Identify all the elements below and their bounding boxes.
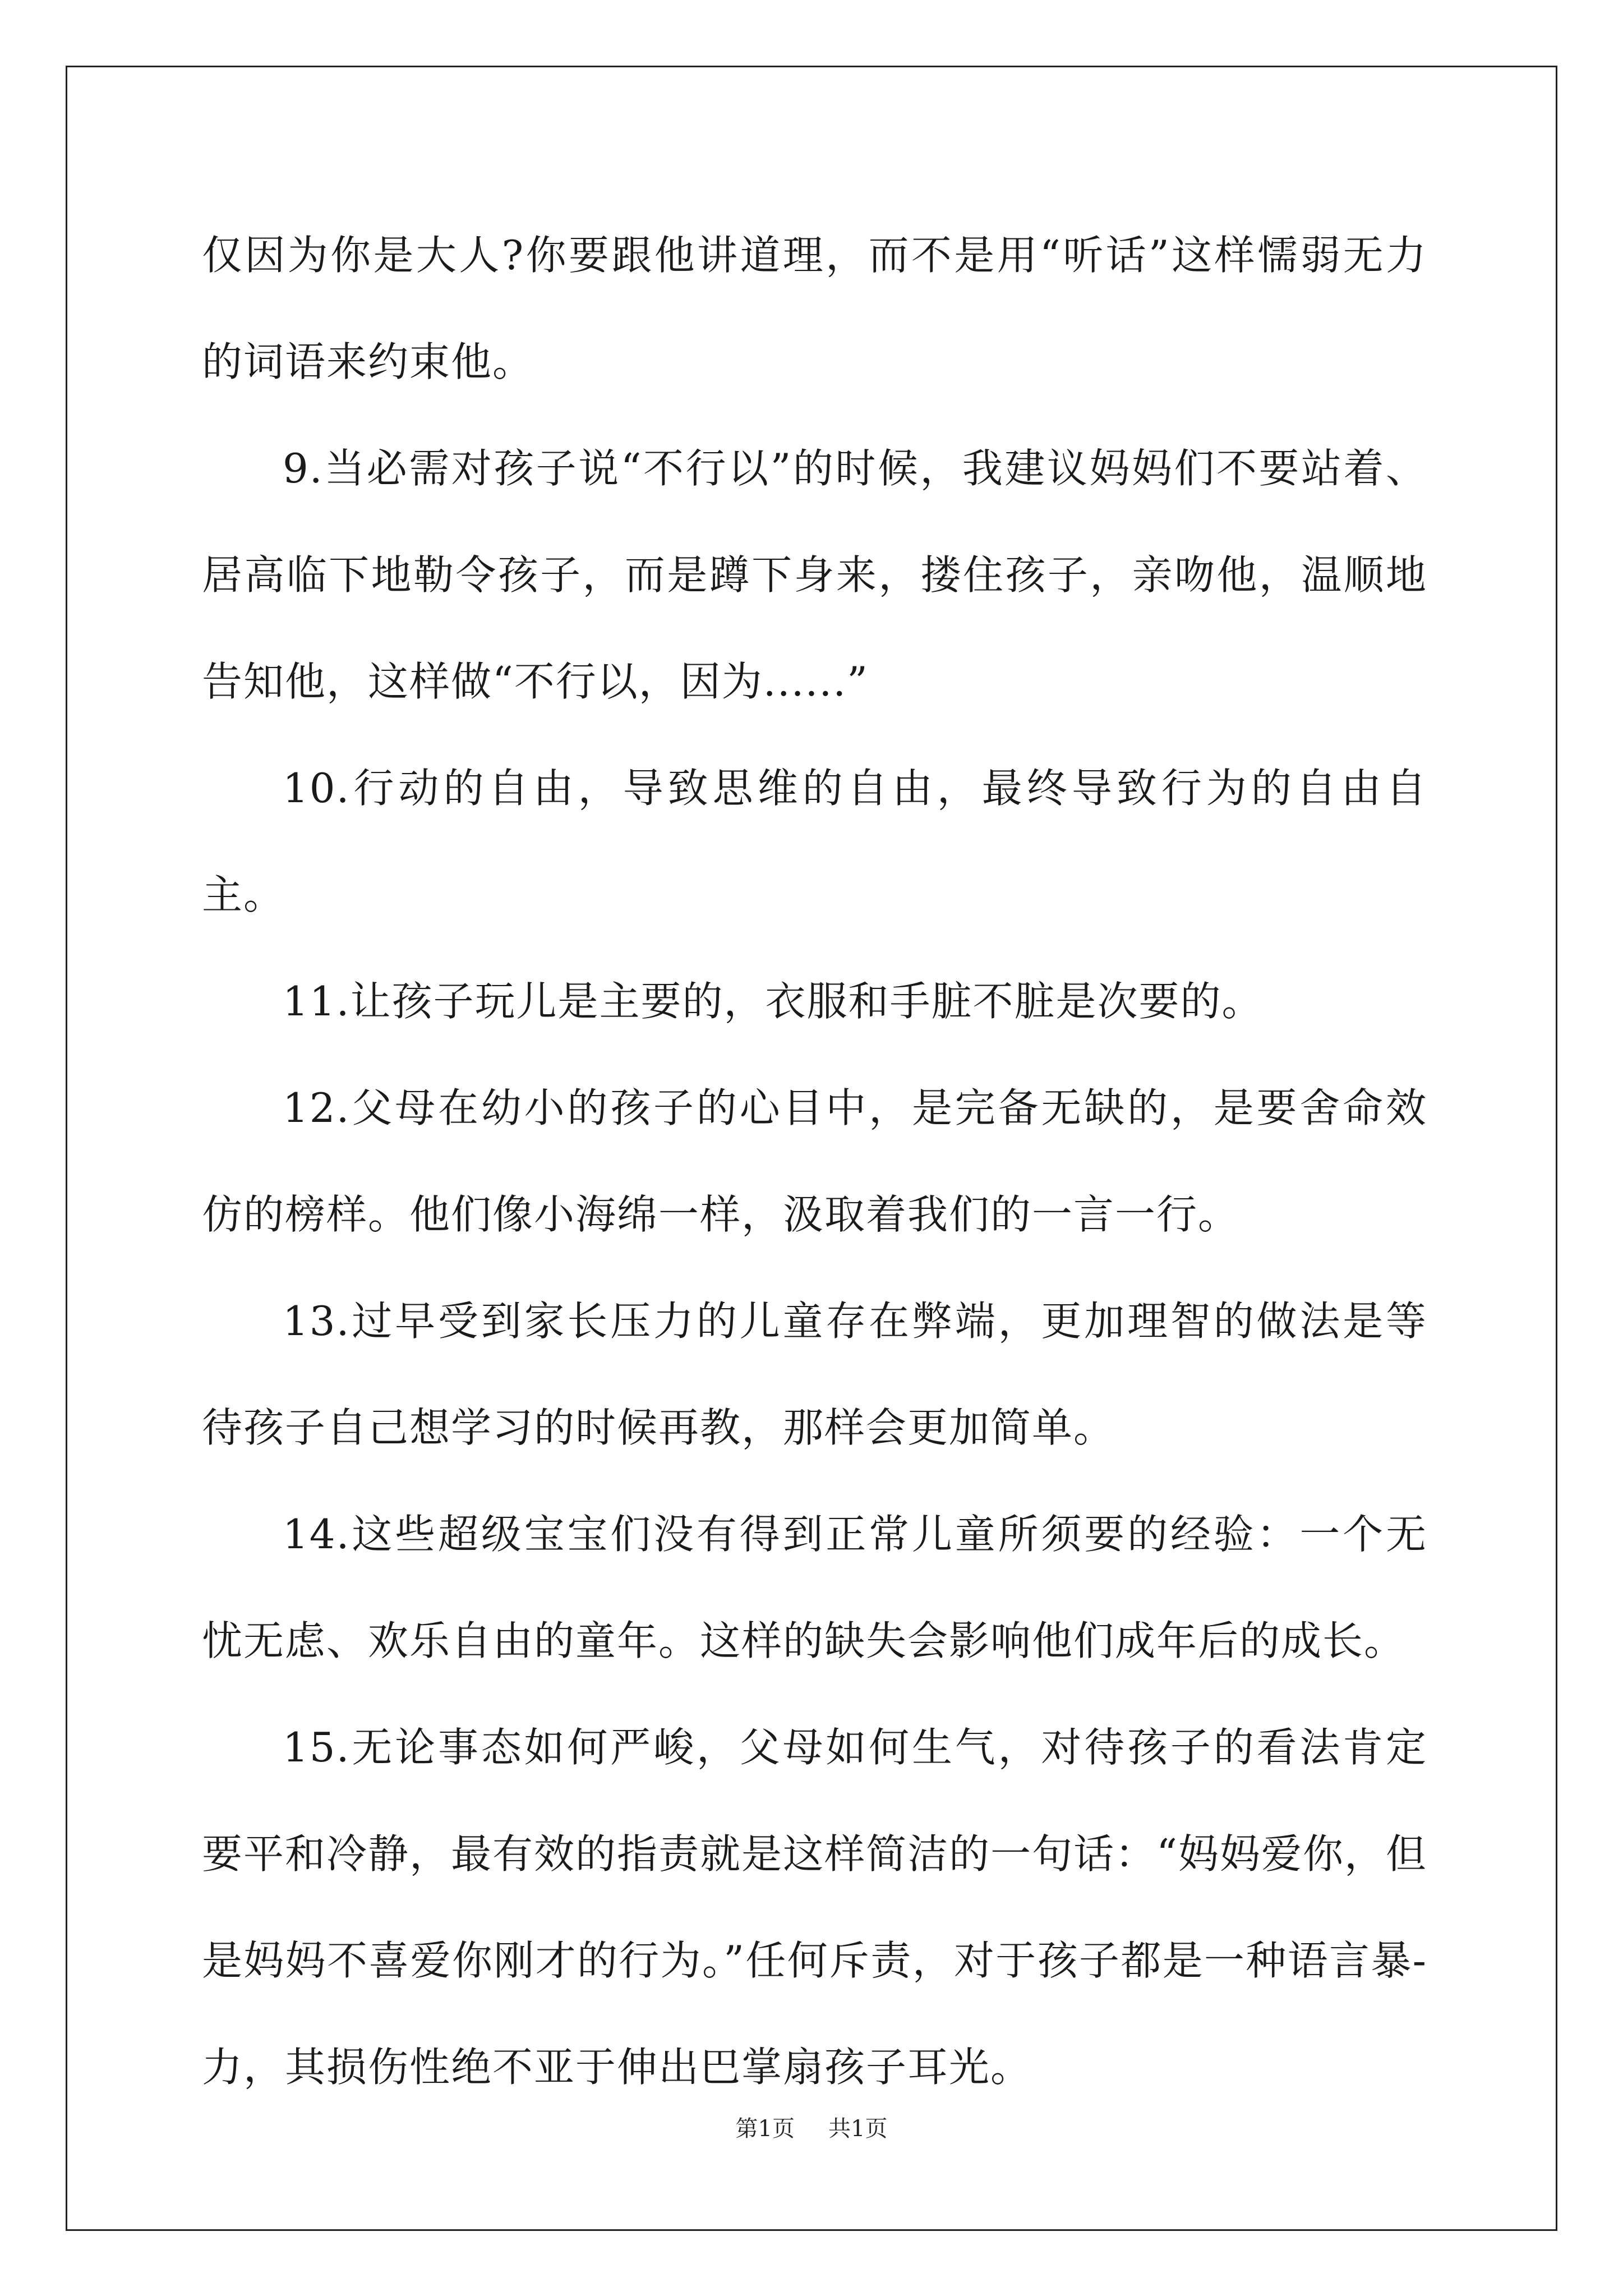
page-number: 第1页 bbox=[735, 2116, 795, 2142]
paragraph-item-13: 13.过早受到家长压力的儿童存在弊端，更加理智的做法是等待孩子自己想学习的时候再教，那样会更加简单。 bbox=[202, 1297, 1427, 1451]
page-total: 共1页 bbox=[828, 2116, 888, 2142]
paragraph-item-12: 12.父母在幼小的孩子的心目中，是完备无缺的，是要舍命效仿的榜样。他们像小海绵一样，汲取着我们的一言一行。 bbox=[202, 1084, 1427, 1238]
paragraph-item-15: 15.无论事态如何严峻，父母如何生气，对待孩子的看法肯定要平和冷静，最有效的指责就是这样简洁的一句话：“妈妈爱你，但是妈妈不喜爱你刚才的行为。”任何斥责，对于孩子都是一种语言暴-力，其损伤性绝不亚于伸出巴掌扇孩子耳光。 bbox=[202, 1724, 1427, 2091]
document-body bbox=[202, 202, 1427, 2120]
paragraph-continuation: 仅因为你是大人?你要跟他讲道理，而不是用“听话”这样懦弱无力的词语来约束他。 bbox=[202, 232, 1427, 385]
page-footer bbox=[0, 2112, 1623, 2146]
paragraph-item-11: 11.让孩子玩儿是主要的，衣服和手脏不脏是次要的。 bbox=[283, 978, 1264, 1025]
paragraph-item-14: 14.这些超级宝宝们没有得到正常儿童所须要的经验：一个无忧无虑、欢乐自由的童年。这样的缺失会影响他们成年后的成长。 bbox=[202, 1511, 1427, 1664]
paragraph-item-10: 10.行动的自由，导致思维的自由，最终导致行为的自由自主。 bbox=[202, 765, 1427, 918]
paragraph-item-9: 9.当必需对孩子说“不行以”的时候，我建议妈妈们不要站着、居高临下地勒令孩子，而是蹲下身来，搂住孩子，亲吻他，温顺地告知他，这样做“不行以，因为......” bbox=[202, 445, 1427, 705]
